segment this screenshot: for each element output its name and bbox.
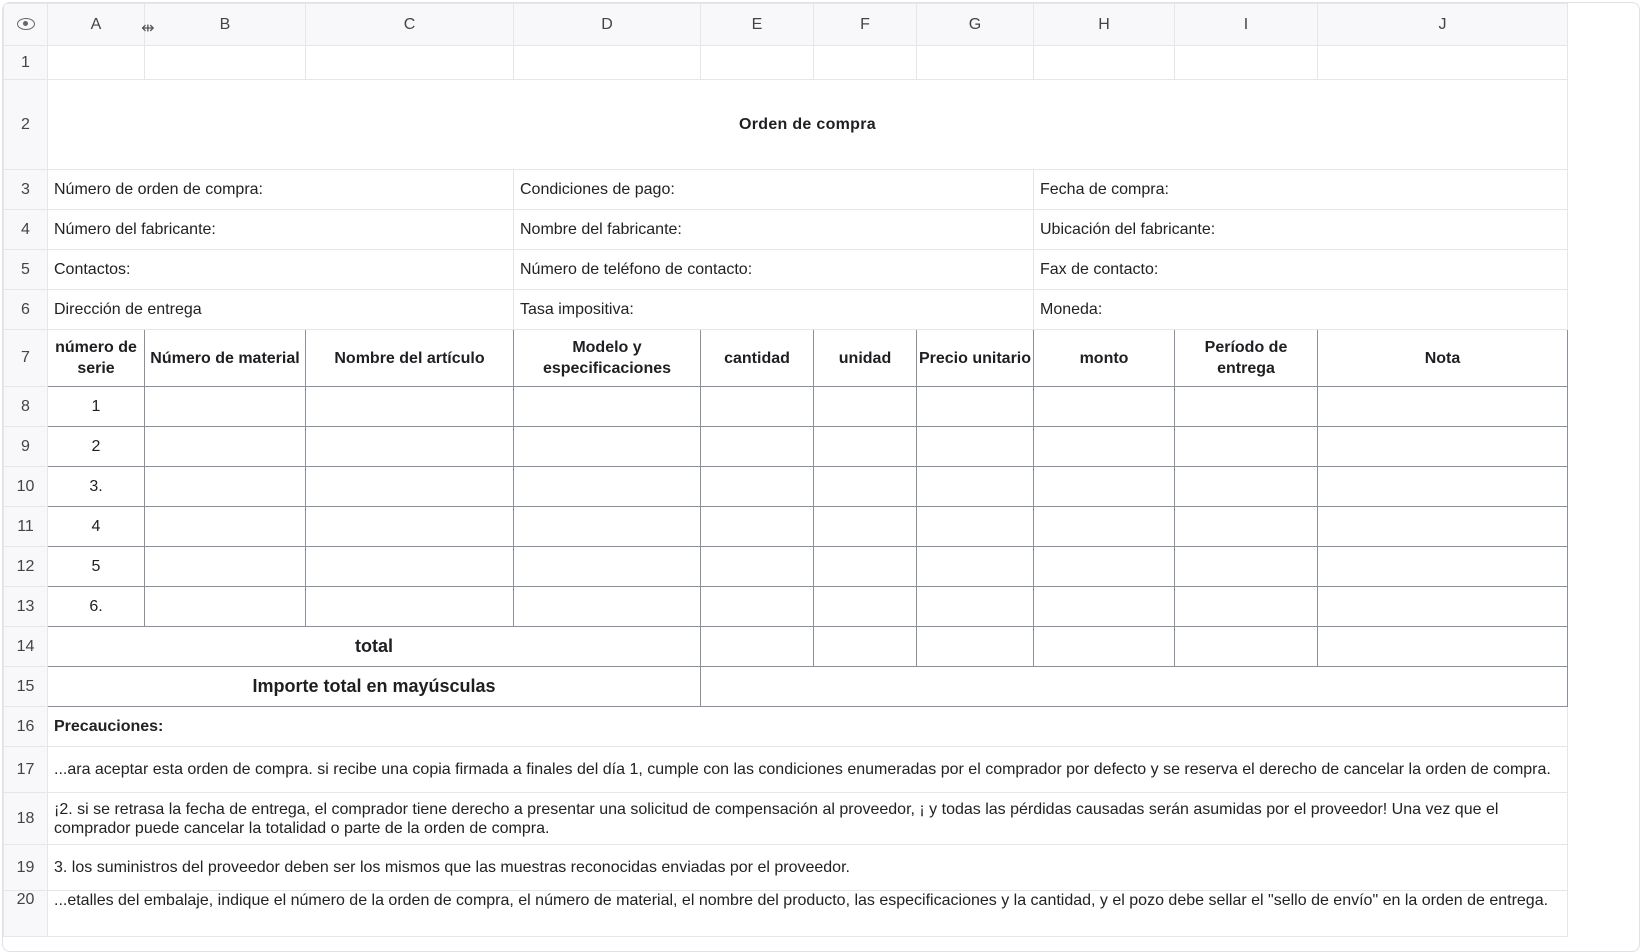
column-header-e[interactable]: E <box>701 4 814 46</box>
row-header[interactable]: 3 <box>4 170 48 210</box>
cell[interactable] <box>514 467 701 507</box>
cell[interactable] <box>1034 427 1175 467</box>
cell[interactable] <box>814 547 917 587</box>
sheet-row <box>4 707 1568 747</box>
cell[interactable] <box>514 507 701 547</box>
items-header-row <box>4 330 1568 387</box>
cell[interactable] <box>1318 387 1568 427</box>
row-header[interactable]: 19 <box>4 845 48 891</box>
note-1[interactable]: ...ara aceptar esta orden de compra. si recibe una copia firmada a finales del día 1, cumple con las condiciones enumeradas por el comprador por defecto y se reserva el derecho de cancelar la orden de compra. <box>48 747 1568 793</box>
table-row <box>4 507 1568 547</box>
cell[interactable] <box>814 427 917 467</box>
cell[interactable] <box>814 467 917 507</box>
row-header[interactable]: 10 <box>4 467 48 507</box>
column-header-f[interactable]: F <box>814 4 917 46</box>
cell[interactable] <box>145 467 306 507</box>
serial-cell[interactable]: 4 <box>48 507 145 547</box>
sheet-row <box>4 250 1568 290</box>
row-header[interactable]: 11 <box>4 507 48 547</box>
cell[interactable] <box>917 46 1034 80</box>
cell[interactable] <box>1175 467 1318 507</box>
header-serial-number[interactable]: número de serie <box>48 330 145 387</box>
column-header-i[interactable]: I <box>1175 4 1318 46</box>
column-header-b[interactable]: B <box>145 4 306 46</box>
contacts-label[interactable]: Contactos: <box>48 250 514 290</box>
cell[interactable] <box>1034 387 1175 427</box>
row-header[interactable]: 2 <box>4 80 48 170</box>
contact-fax-label[interactable]: Fax de contacto: <box>1034 250 1568 290</box>
cell[interactable] <box>1175 387 1318 427</box>
cell[interactable] <box>306 467 514 507</box>
cell[interactable] <box>917 387 1034 427</box>
row-header[interactable]: 7 <box>4 330 48 387</box>
sheet-row <box>4 46 1568 80</box>
sheet-row <box>4 891 1568 937</box>
header-quantity[interactable]: cantidad <box>701 330 814 387</box>
cell[interactable] <box>917 427 1034 467</box>
cell[interactable] <box>1034 627 1175 667</box>
cell[interactable] <box>1034 467 1175 507</box>
cell[interactable] <box>814 627 917 667</box>
cell[interactable] <box>145 587 306 627</box>
row-header[interactable]: 14 <box>4 627 48 667</box>
cell[interactable] <box>514 387 701 427</box>
row-header[interactable]: 15 <box>4 667 48 707</box>
cell[interactable] <box>48 46 145 80</box>
cell[interactable] <box>306 507 514 547</box>
amount-words-label[interactable]: Importe total en mayúsculas <box>48 667 701 707</box>
delivery-address-label[interactable]: Dirección de entrega <box>48 290 514 330</box>
cell[interactable] <box>145 46 306 80</box>
cell[interactable] <box>917 547 1034 587</box>
cell[interactable] <box>701 467 814 507</box>
table-row <box>4 547 1568 587</box>
cell[interactable] <box>701 387 814 427</box>
table-row <box>4 387 1568 427</box>
cell[interactable] <box>306 587 514 627</box>
header-unit[interactable]: unidad <box>814 330 917 387</box>
cell[interactable] <box>1318 46 1568 80</box>
header-unit-price[interactable]: Precio unitario <box>917 330 1034 387</box>
cell[interactable] <box>145 427 306 467</box>
serial-cell[interactable]: 6. <box>48 587 145 627</box>
payment-terms-label[interactable]: Condiciones de pago: <box>514 170 1034 210</box>
cell[interactable] <box>306 427 514 467</box>
cell[interactable] <box>814 46 917 80</box>
cell[interactable] <box>306 547 514 587</box>
currency-label[interactable]: Moneda: <box>1034 290 1568 330</box>
cell[interactable] <box>1034 507 1175 547</box>
row-header[interactable]: 8 <box>4 387 48 427</box>
cell[interactable] <box>917 627 1034 667</box>
row-header[interactable]: 20 <box>4 891 48 937</box>
note-2[interactable]: ¡2. si se retrasa la fecha de entrega, el comprador tiene derecho a presentar una solicitud de compensación al proveedor, ¡ y todas las pérdidas causadas serán asumidas por el proveedor! Una vez que el comprador puede cancelar la totalidad o parte de la orden de compra. <box>48 793 1568 845</box>
sheet-row <box>4 210 1568 250</box>
serial-cell[interactable]: 1 <box>48 387 145 427</box>
row-header[interactable]: 13 <box>4 587 48 627</box>
cell[interactable] <box>514 587 701 627</box>
cell[interactable] <box>1175 46 1318 80</box>
note-4[interactable]: ...etalles del embalaje, indique el número de la orden de compra, el número de material, el nombre del producto, las especificaciones y la cantidad, y el pozo debe sellar el "sello de envío" en la orden de entrega. <box>48 891 1568 937</box>
header-amount[interactable]: monto <box>1034 330 1175 387</box>
cell[interactable] <box>814 507 917 547</box>
amount-words-row <box>4 667 1568 707</box>
cell[interactable] <box>306 46 514 80</box>
cell[interactable] <box>1318 467 1568 507</box>
sheet-grid <box>3 3 1568 937</box>
column-header-h[interactable]: H <box>1034 4 1175 46</box>
cell[interactable] <box>145 547 306 587</box>
cell[interactable] <box>701 587 814 627</box>
row-header[interactable]: 18 <box>4 793 48 845</box>
cell[interactable] <box>1318 507 1568 547</box>
select-all-corner[interactable] <box>4 4 48 46</box>
column-resize-icon[interactable]: ⇹ <box>141 20 155 37</box>
cell[interactable] <box>1175 587 1318 627</box>
spreadsheet <box>2 2 1640 952</box>
cell[interactable] <box>514 46 701 80</box>
cell[interactable] <box>1175 627 1318 667</box>
table-row <box>4 467 1568 507</box>
column-header-a[interactable]: A <box>48 4 145 46</box>
cell[interactable] <box>917 467 1034 507</box>
column-header-c[interactable]: C <box>306 4 514 46</box>
amount-words-value[interactable] <box>701 667 1568 707</box>
cell[interactable] <box>1175 427 1318 467</box>
precautions-label[interactable]: Precauciones: <box>48 707 1568 747</box>
header-delivery-period[interactable]: Período de entrega <box>1175 330 1318 387</box>
serial-cell[interactable]: 5 <box>48 547 145 587</box>
cell[interactable] <box>1034 46 1175 80</box>
sheet-row <box>4 845 1568 891</box>
sheet-row <box>4 170 1568 210</box>
cell[interactable] <box>1318 627 1568 667</box>
cell[interactable] <box>145 507 306 547</box>
row-header[interactable]: 12 <box>4 547 48 587</box>
cell[interactable] <box>1034 547 1175 587</box>
cell[interactable] <box>814 587 917 627</box>
sheet-row <box>4 747 1568 793</box>
header-note[interactable]: Nota <box>1318 330 1568 387</box>
header-material-number[interactable]: Número de material <box>145 330 306 387</box>
cell[interactable] <box>514 427 701 467</box>
sheet-row <box>4 793 1568 845</box>
cell[interactable] <box>917 587 1034 627</box>
sheet-row <box>4 290 1568 330</box>
row-header[interactable]: 1 <box>4 46 48 80</box>
page-title[interactable]: Orden de compra <box>48 80 1568 170</box>
cell[interactable] <box>1034 587 1175 627</box>
row-header[interactable]: 6 <box>4 290 48 330</box>
cell[interactable] <box>306 387 514 427</box>
cell[interactable] <box>1175 547 1318 587</box>
serial-cell[interactable]: 2 <box>48 427 145 467</box>
row-header[interactable]: 4 <box>4 210 48 250</box>
column-header-row <box>4 4 1568 46</box>
row-header[interactable]: 17 <box>4 747 48 793</box>
purchase-date-label[interactable]: Fecha de compra: <box>1034 170 1568 210</box>
serial-cell[interactable]: 3. <box>48 467 145 507</box>
cell[interactable] <box>701 547 814 587</box>
tax-rate-label[interactable]: Tasa impositiva: <box>514 290 1034 330</box>
cell[interactable] <box>701 507 814 547</box>
cell[interactable] <box>1318 427 1568 467</box>
header-model-specs[interactable]: Modelo y especificaciones <box>514 330 701 387</box>
row-header[interactable]: 16 <box>4 707 48 747</box>
contact-phone-label[interactable]: Número de teléfono de contacto: <box>514 250 1034 290</box>
table-row <box>4 427 1568 467</box>
column-header-d[interactable]: D <box>514 4 701 46</box>
row-header[interactable]: 9 <box>4 427 48 467</box>
sheet-row <box>4 80 1568 170</box>
cell[interactable] <box>1318 587 1568 627</box>
cell[interactable] <box>1318 547 1568 587</box>
note-3[interactable]: 3. los suministros del proveedor deben ser los mismos que las muestras reconocidas enviadas por el proveedor. <box>48 845 1568 891</box>
manufacturer-location-label[interactable]: Ubicación del fabricante: <box>1034 210 1568 250</box>
header-item-name[interactable]: Nombre del artículo <box>306 330 514 387</box>
cell[interactable] <box>701 627 814 667</box>
column-header-j[interactable]: J <box>1318 4 1568 46</box>
po-number-label[interactable]: Número de orden de compra: <box>48 170 514 210</box>
cell[interactable] <box>814 387 917 427</box>
total-row <box>4 627 1568 667</box>
total-label[interactable]: total <box>48 627 701 667</box>
table-row <box>4 587 1568 627</box>
cell[interactable] <box>145 387 306 427</box>
manufacturer-name-label[interactable]: Nombre del fabricante: <box>514 210 1034 250</box>
cell[interactable] <box>701 46 814 80</box>
cell[interactable] <box>1175 507 1318 547</box>
cell[interactable] <box>514 547 701 587</box>
column-header-g[interactable]: G <box>917 4 1034 46</box>
eye-icon[interactable] <box>17 18 35 30</box>
manufacturer-number-label[interactable]: Número del fabricante: <box>48 210 514 250</box>
cell[interactable] <box>917 507 1034 547</box>
cell[interactable] <box>701 427 814 467</box>
row-header[interactable]: 5 <box>4 250 48 290</box>
